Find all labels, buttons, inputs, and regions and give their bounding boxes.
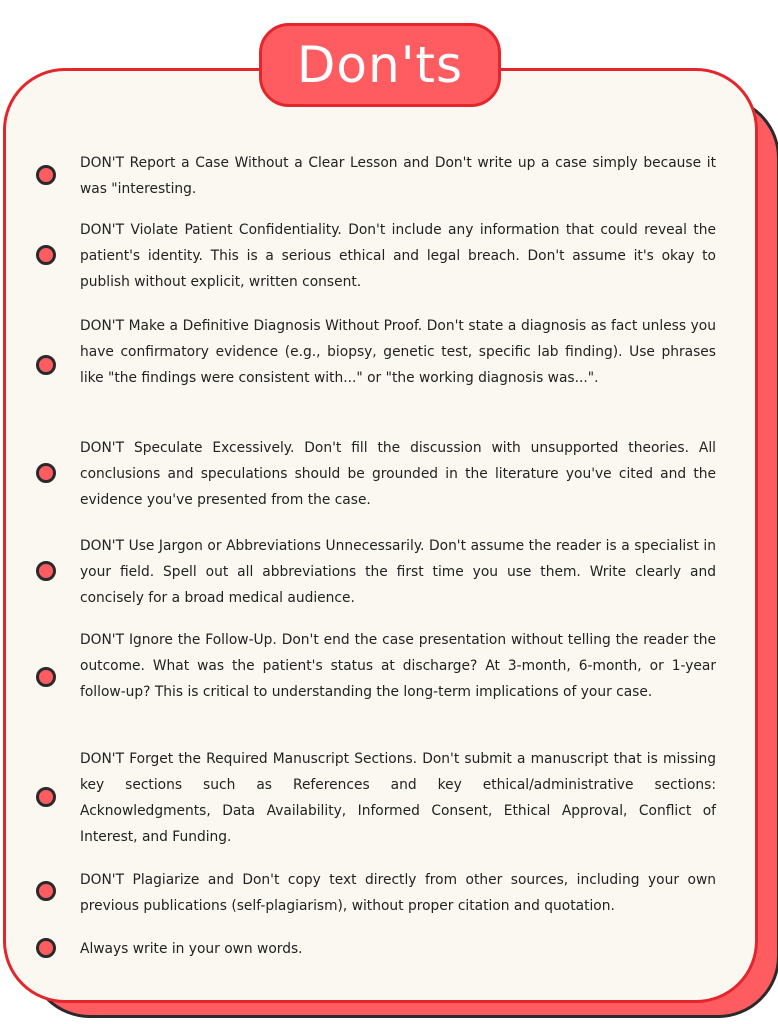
title-badge — [259, 23, 501, 107]
list-item: DON'T Forget the Required Manuscript Sections. Don't submit a manuscript that is missing key sections such as References and key ethical/administrative sections: Acknowledgments, Data Availability, Informed Consent, Ethical Approval, Conflict of Interest, and Funding. — [80, 751, 716, 845]
page-title: Don'ts — [296, 36, 464, 94]
list-item: DON'T Speculate Excessively. Don't fill the discussion with unsupported theories. All conclusions and speculations should be grounded in the literature you've cited and the evidence you've presented from the case. — [80, 440, 716, 508]
list-item: DON'T Report a Case Without a Clear Lesson and Don't write up a case simply because it was "interesting. — [80, 155, 716, 197]
list-item: DON'T Violate Patient Confidentiality. Don't include any information that could reveal the patient's identity. This is a serious ethical and legal breach. Don't assume it's okay to publish without explicit, written consent. — [80, 222, 716, 290]
list-item: DON'T Use Jargon or Abbreviations Unnecessarily. Don't assume the reader is a specialist in your field. Spell out all abbreviations the first time you use them. Write clearly and concisely for a broad medical audience. — [80, 538, 716, 606]
list-item: DON'T Ignore the Follow-Up. Don't end the case presentation without telling the reader the outcome. What was the patient's status at discharge? At 3-month, 6-month, or 1-year follow-up? This is critical to understanding the long-term implications of your case. — [80, 632, 716, 700]
list-item: Always write in your own words. — [80, 941, 303, 957]
bullet-icon — [36, 245, 56, 265]
bullet-icon — [36, 667, 56, 687]
bullet-icon — [36, 561, 56, 581]
bullet-icon — [36, 165, 56, 185]
list-item: DON'T Make a Definitive Diagnosis Without Proof. Don't state a diagnosis as fact unless you have confirmatory evidence (e.g., biopsy, genetic test, specific lab finding). Use phrases like "the findings were consistent with..." or "the working diagnosis was...". — [80, 318, 716, 386]
list-item: DON'T Plagiarize and Don't copy text directly from other sources, including your own previous publications (self-plagiarism), without proper citation and quotation. — [80, 872, 716, 914]
bullet-icon — [36, 881, 56, 901]
bullet-icon — [36, 787, 56, 807]
bullet-icon — [36, 355, 56, 375]
bullet-icon — [36, 463, 56, 483]
bullet-icon — [36, 938, 56, 958]
